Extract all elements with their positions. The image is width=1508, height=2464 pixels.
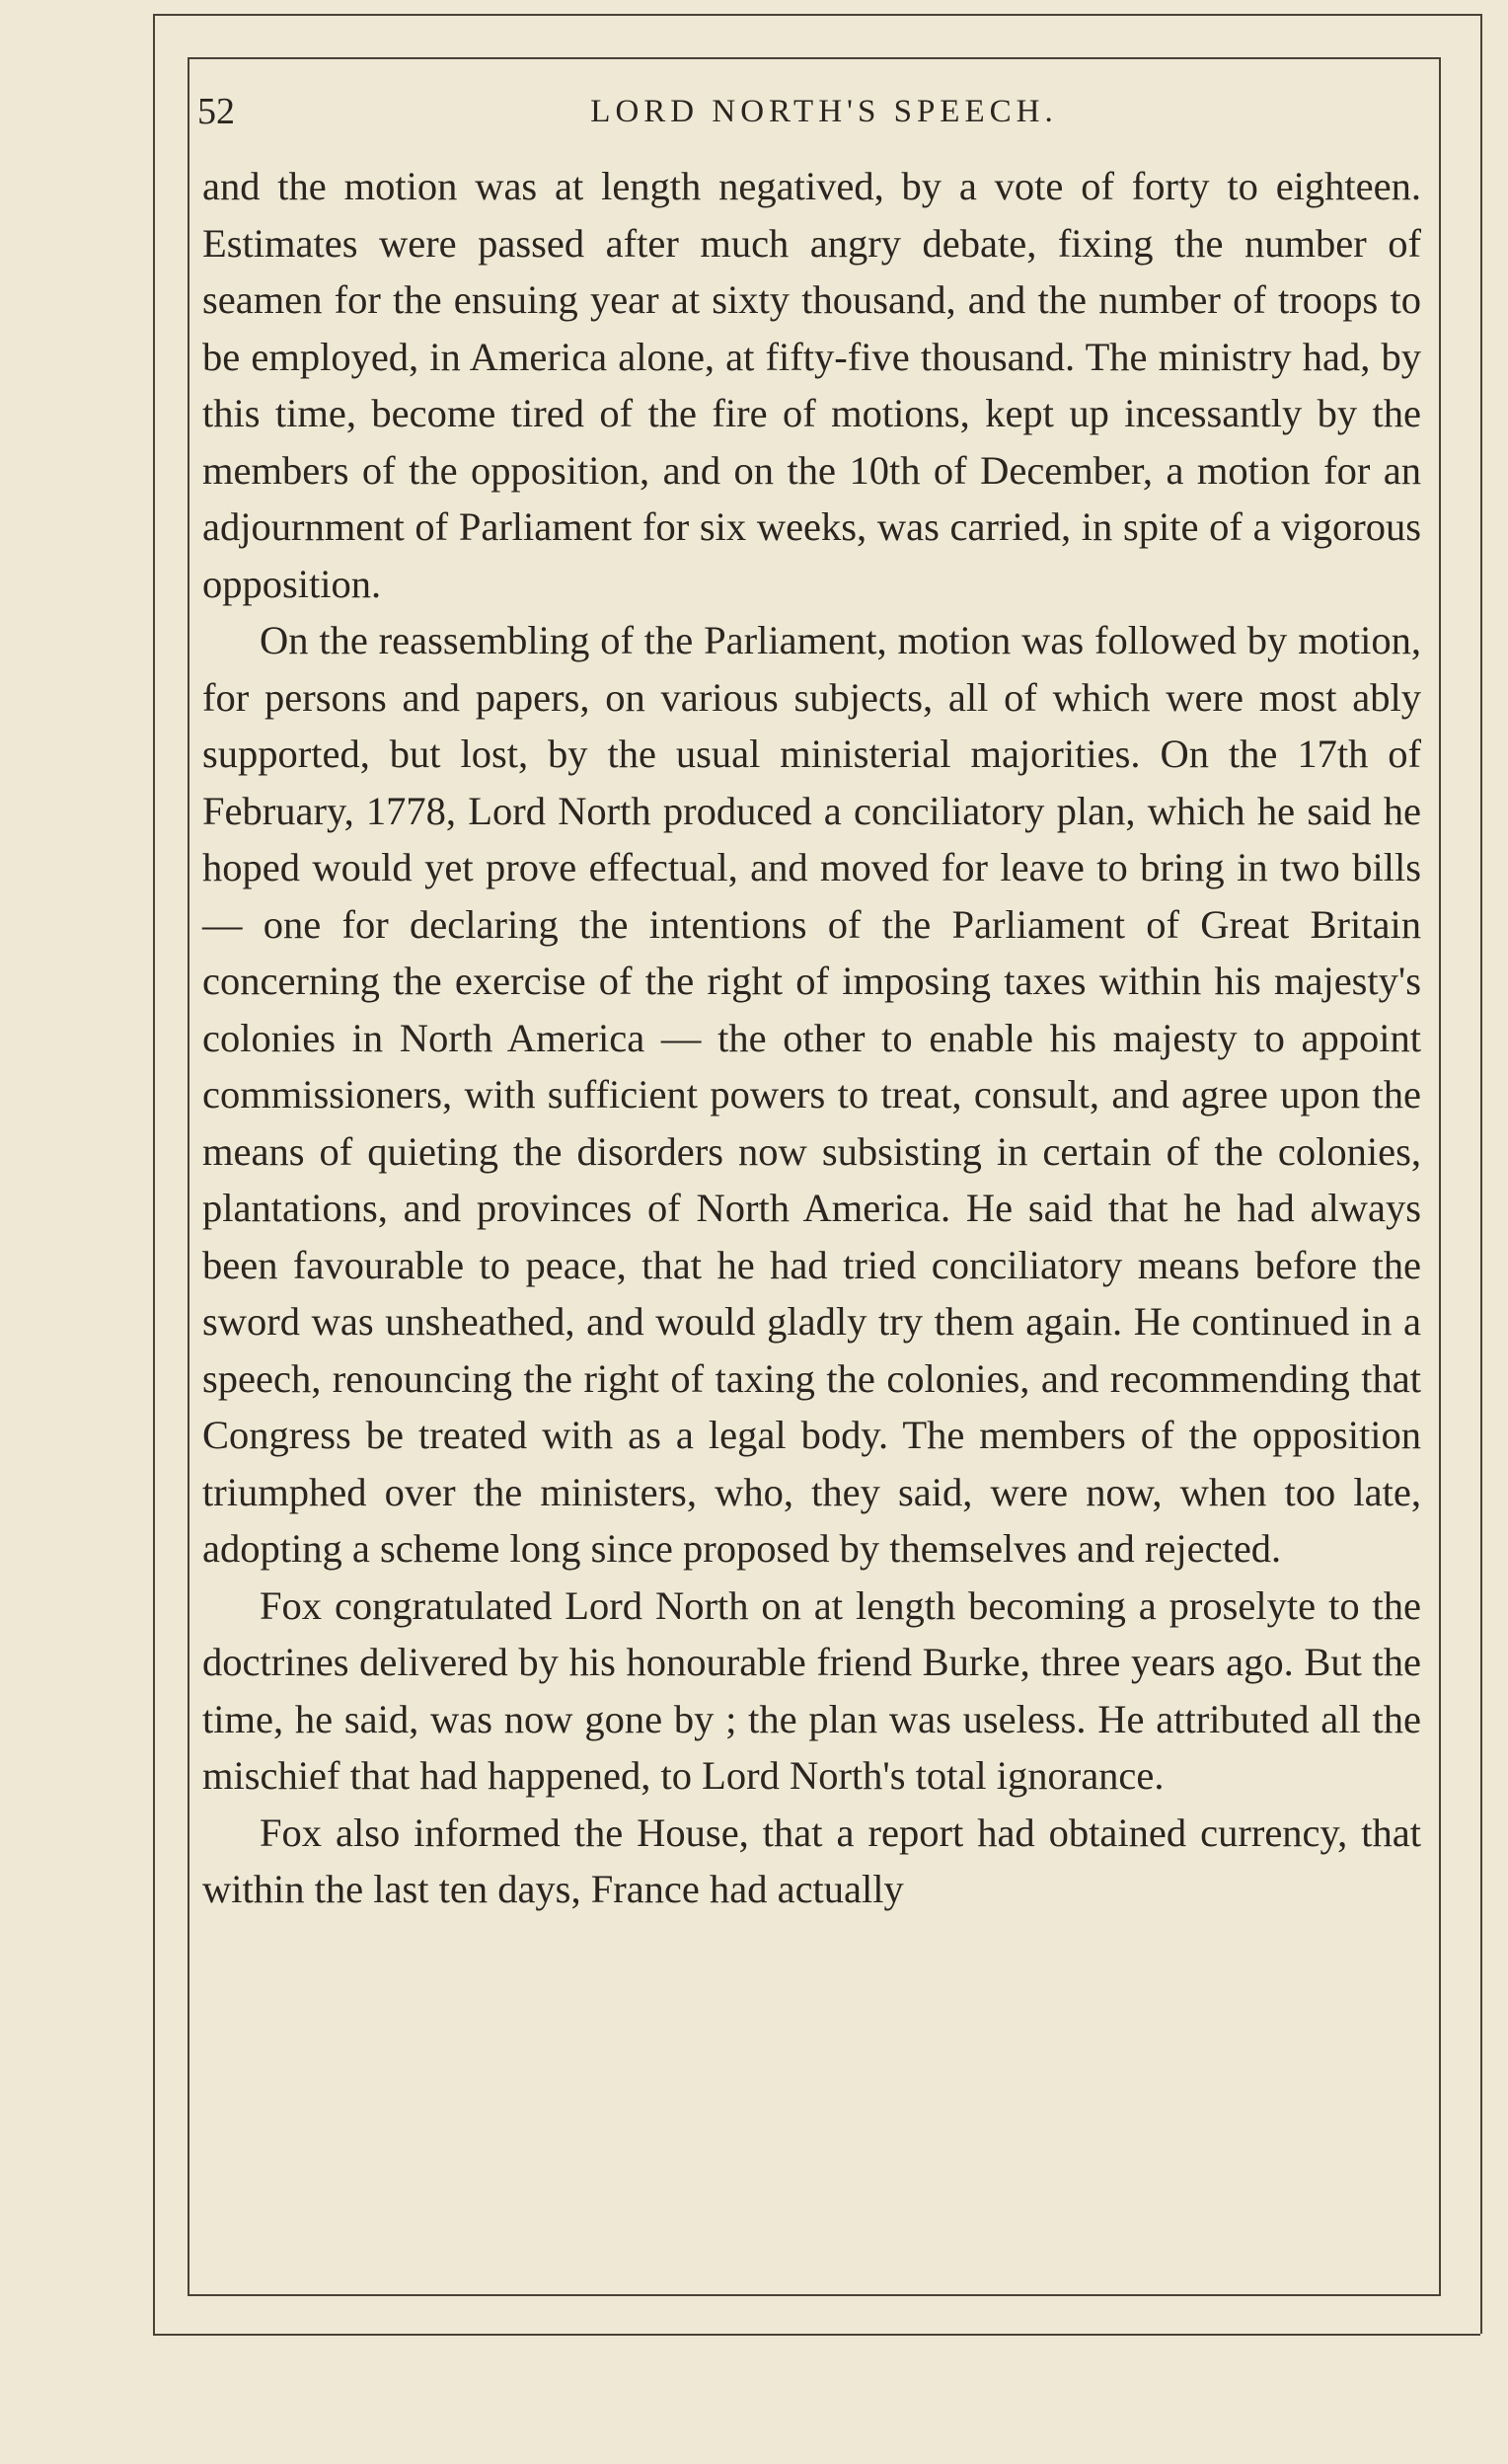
outer-rule-top	[153, 14, 1480, 16]
running-head	[197, 87, 1421, 136]
paragraph-fox-congratulated: Fox congratulated Lord North on at length becoming a proselyte to the doctrines delivered by his honourable friend Burke, three years ago. But the time, he said, was now gone by ; the plan was useless. He attributed all the mischief that had happened, to Lord North's total ignorance.	[202, 1582, 1421, 1798]
outer-rule-bottom	[153, 2334, 1480, 2336]
page-number: 52	[197, 91, 235, 132]
outer-rule-right	[1480, 14, 1482, 2334]
paragraph-continuation: and the motion was at length negatived, by a vote of forty to eighteen. Estimates were passed after much angry debate, fixing the number of seamen for the ensuing year at sixty thousand, and the number of troops to be employed, in America alone, at fifty-five thousand. The ministry had, by this time, become tired of the fire of motions, kept up incessantly by the members of the opposition, and on the 10th of December, a motion for an adjournment of Parliament for six weeks, was carried, in spite of a vigorous opposition.	[202, 164, 1421, 606]
paragraph-reassembling: On the reassembling of the Parliament, motion was followed by motion, for persons and papers, on various subjects, all of which were most ably supported, but lost, by the usual ministerial majorities. On the 17th of February, 1778, Lord North produced a conciliatory plan, which he said he hoped would yet prove effectual, and moved for leave to bring in two bills — one for declaring the intentions of the Parliament of Great Britain concerning the exercise of the right of imposing taxes within his majesty's colonies in North America — the other to enable his majesty to appoint commissioners, with sufficient powers to treat, consult, and agree upon the means of quieting the disorders now subsisting in certain of the colonies, plantations, and provinces of North America. He said that he had always been favourable to peace, that he had tried conciliatory means before the sword was unsheathed, and would gladly try them again. He continued in a speech, renouncing the right of taxing the colonies, and recommending that Congress be treated with as a legal body. The members of the opposition triumphed over the ministers, who, they said, were now, when too late, adopting a scheme long since proposed by themselves and rejected.	[202, 618, 1421, 1571]
running-title: LORD NORTH'S SPEECH.	[590, 94, 1058, 129]
outer-rule-left	[153, 14, 155, 2334]
body-text	[202, 158, 1421, 2280]
paragraph-fox-informed: Fox also informed the House, that a report had obtained currency, that within the last ten days, France had actually	[202, 1810, 1421, 1911]
